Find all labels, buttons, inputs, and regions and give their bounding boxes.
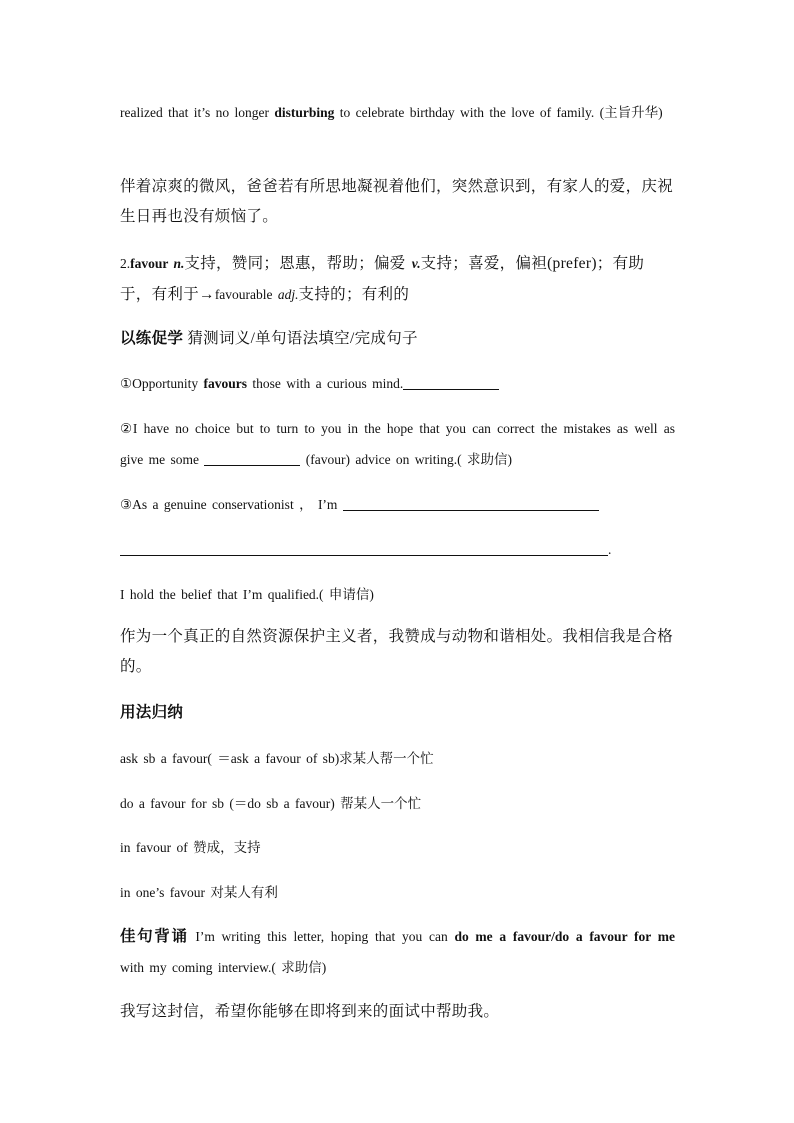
answer-blank[interactable] — [343, 496, 599, 511]
section-label: 佳句背诵 — [120, 928, 189, 945]
exercise-3-continued: . — [120, 534, 675, 565]
paragraph-translation: 伴着凉爽的微风，爸爸若有所思地凝视着他们，突然意识到，有家人的爱，庆祝生日再也没有烦恼了。 — [120, 178, 674, 225]
exercise-3-sentence: I hold the belief that I’m qualified.( 申请信) — [120, 587, 374, 602]
bold-word: disturbing — [274, 105, 335, 120]
exercise-3-translation: 作为一个真正的自然资源保护主义者，我赞成与动物和谐相处。我相信我是合格的。 — [120, 628, 674, 675]
text: to celebrate birthday with the love of family. (主旨升华) — [334, 105, 663, 120]
section-usage-heading: 用法归纳 — [120, 704, 184, 721]
section-label: 以练促学 — [120, 330, 184, 347]
usage-item-1: ask sb a favour( ＝ask a favour of sb)求某人帮一个忙 — [120, 751, 434, 766]
text: realized that it’s no longer — [120, 105, 275, 120]
paragraph-vocab-favour: 2.favour n.支持，赞同；恩惠，帮助；偏爱 v.支持；喜爱，偏袒(prefer)；有助于，有利于→favourable adj.支持的；有利的 — [120, 255, 645, 303]
usage-item-2: do a favour for sb (＝do sb a favour) 帮某人一个忙 — [120, 796, 422, 811]
answer-blank[interactable] — [204, 451, 300, 466]
paragraph-recitation: 佳句背诵 I’m writing this letter, hoping that you can do me a favour/do a favour for me with my coming interview.( 求助信) — [120, 928, 676, 975]
answer-blank[interactable] — [120, 541, 608, 556]
exercise-3: ③As a genuine conservationist ， I’m — [120, 489, 675, 520]
answer-blank[interactable] — [403, 375, 499, 390]
paragraph-example-sentence — [120, 97, 675, 128]
section-practice-heading: 以练促学 猜测词义/单句语法填空/完成句子 — [120, 330, 418, 347]
exercise-1: ①Opportunity favours those with a curious mind. — [120, 368, 675, 399]
exercise-2: ②I have no choice but to turn to you in the hope that you can correct the mistakes as well as give me some (favour) advice on writing.( 求助信) — [120, 421, 675, 467]
recitation-translation: 我写这封信，希望你能够在即将到来的面试中帮助我。 — [120, 1003, 500, 1020]
usage-item-3: in favour of 赞成，支持 — [120, 840, 261, 855]
usage-item-4: in one’s favour 对某人有利 — [120, 885, 278, 900]
